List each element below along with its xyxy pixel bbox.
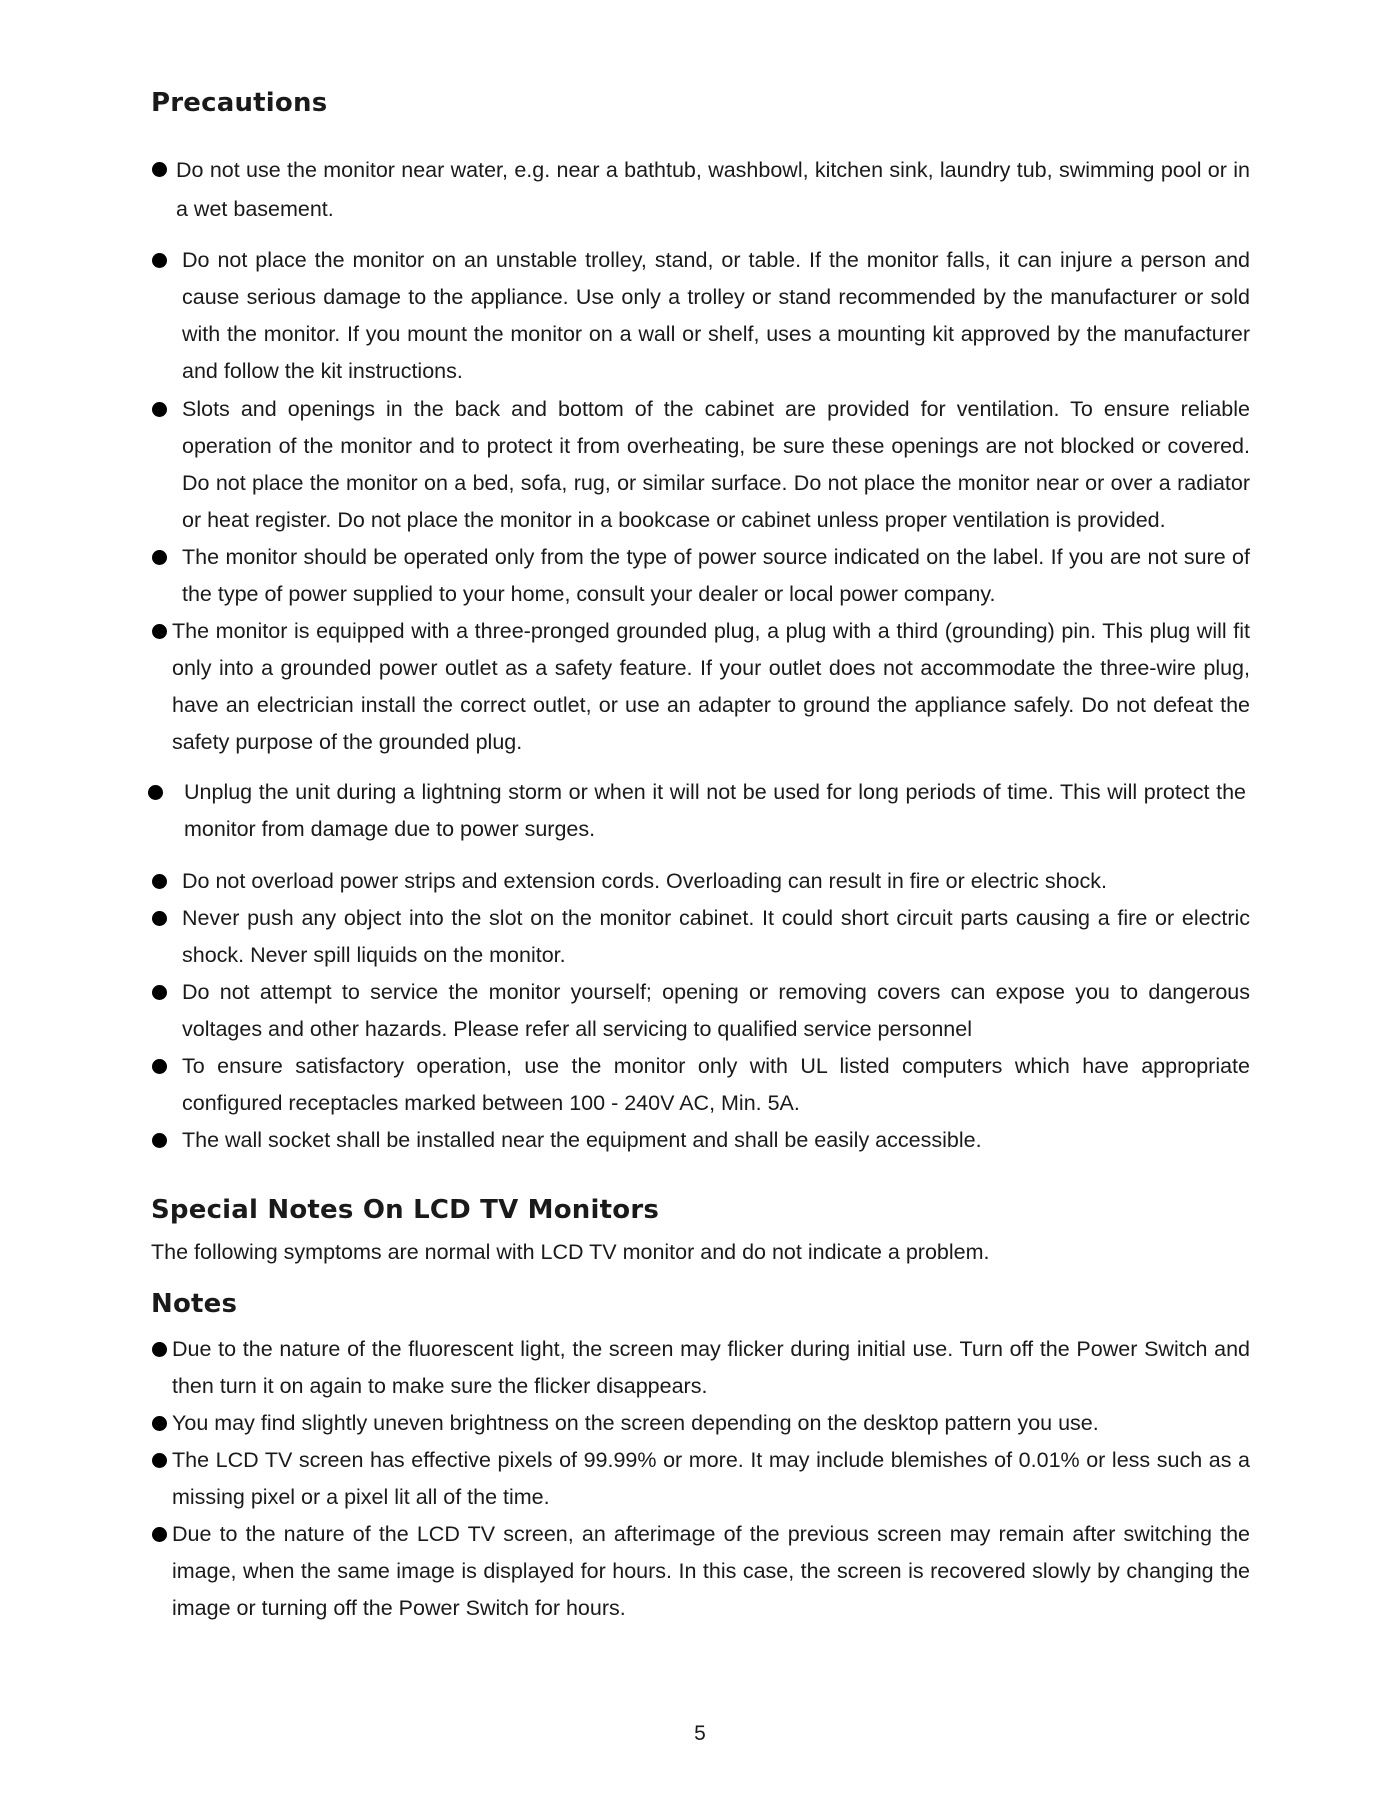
precaution-item	[146, 774, 1246, 848]
bullet-icon	[152, 162, 167, 177]
precaution-item	[150, 1048, 1250, 1122]
precaution-text: Do not attempt to service the monitor yourself; opening or removing covers can expose you to dangerous voltages and other hazards. Please refer all servicing to qualified service personnel	[182, 980, 1250, 1041]
precaution-item	[150, 242, 1250, 390]
precaution-item	[150, 391, 1250, 539]
precaution-item	[150, 900, 1250, 974]
bullet-icon	[152, 402, 167, 417]
note-text: You may find slightly uneven brightness on the screen depending on the desktop pattern you use.	[172, 1411, 1099, 1435]
bullet-icon	[152, 253, 167, 268]
note-text: Due to the nature of the fluorescent light, the screen may flicker during initial use. Turn off the Power Switch and then turn it on again to make sure the flicker disappears.	[172, 1337, 1250, 1398]
notes-heading: Notes	[151, 1289, 238, 1319]
precaution-text: Unplug the unit during a lightning storm or when it will not be used for long periods of time. This will protect the monitor from damage due to power surges.	[184, 780, 1246, 841]
bullet-icon	[152, 985, 167, 1000]
precaution-item	[150, 539, 1250, 613]
precaution-text: The monitor is equipped with a three-pronged grounded plug, a plug with a third (grounding) pin. This plug will fit only into a grounded power outlet as a safety feature. If your outlet does not accommodate the three-wire plug, have an electrician install the correct outlet, or use an adapter to ground the appliance safely. Do not defeat the safety purpose of the grounded plug.	[172, 619, 1250, 754]
precaution-text: To ensure satisfactory operation, use the monitor only with UL listed computers which have appropriate configured receptacles marked between 100 - 240V AC, Min. 5A.	[182, 1054, 1250, 1115]
bullet-icon	[152, 550, 167, 565]
bullet-icon	[152, 1527, 167, 1542]
note-text: Due to the nature of the LCD TV screen, an afterimage of the previous screen may remain after switching the image, when the same image is displayed for hours. In this case, the screen is recovered slowly by changing the image or turning off the Power Switch for hours.	[172, 1522, 1250, 1620]
page-number: 5	[694, 1722, 706, 1745]
bullet-icon	[152, 1453, 167, 1468]
precaution-text: Do not use the monitor near water, e.g. near a bathtub, washbowl, kitchen sink, laundry tub, swimming pool or in a wet basement.	[176, 158, 1250, 221]
precaution-item	[150, 613, 1250, 761]
note-item	[150, 1331, 1250, 1405]
note-item	[150, 1442, 1250, 1516]
precaution-text: Slots and openings in the back and bottom of the cabinet are provided for ventilation. To ensure reliable operation of the monitor and to protect it from overheating, be sure these openings are not blocked or covered. Do not place the monitor on a bed, sofa, rug, or similar surface. Do not place the monitor near or over a radiator or heat register. Do not place the monitor in a bookcase or cabinet unless proper ventilation is provided.	[182, 397, 1250, 532]
bullet-icon	[152, 1059, 167, 1074]
special-notes-intro: The following symptoms are normal with LCD TV monitor and do not indicate a problem.	[151, 1240, 990, 1264]
bullet-icon	[152, 624, 167, 639]
note-text: The LCD TV screen has effective pixels of 99.99% or more. It may include blemishes of 0.01% or less such as a missing pixel or a pixel lit all of the time.	[172, 1448, 1250, 1509]
precaution-text: Do not place the monitor on an unstable trolley, stand, or table. If the monitor falls, it can injure a person and cause serious damage to the appliance. Use only a trolley or stand recommended by the manufacturer or sold with the monitor. If you mount the monitor on a wall or shelf, uses a mounting kit approved by the manufacturer and follow the kit instructions.	[182, 248, 1250, 383]
bullet-icon	[148, 785, 163, 800]
precaution-item	[150, 1122, 1250, 1159]
bullet-icon	[152, 1416, 167, 1431]
precaution-item	[150, 151, 1250, 229]
precaution-text: The monitor should be operated only from the type of power source indicated on the label. If you are not sure of the type of power supplied to your home, consult your dealer or local power company.	[182, 545, 1250, 606]
bullet-icon	[152, 1133, 167, 1148]
note-item	[150, 1516, 1250, 1627]
special-notes-heading: Special Notes On LCD TV Monitors	[151, 1195, 660, 1225]
precaution-item	[150, 974, 1250, 1048]
precaution-text: Never push any object into the slot on the monitor cabinet. It could short circuit parts causing a fire or electric shock. Never spill liquids on the monitor.	[182, 906, 1250, 967]
bullet-icon	[152, 1342, 167, 1357]
precaution-text: Do not overload power strips and extension cords. Overloading can result in fire or electric shock.	[182, 869, 1107, 893]
precautions-heading: Precautions	[151, 88, 328, 118]
precaution-item	[150, 863, 1250, 900]
bullet-icon	[152, 911, 167, 926]
precaution-text: The wall socket shall be installed near the equipment and shall be easily accessible.	[182, 1128, 982, 1152]
note-item	[150, 1405, 1250, 1442]
bullet-icon	[152, 874, 167, 889]
